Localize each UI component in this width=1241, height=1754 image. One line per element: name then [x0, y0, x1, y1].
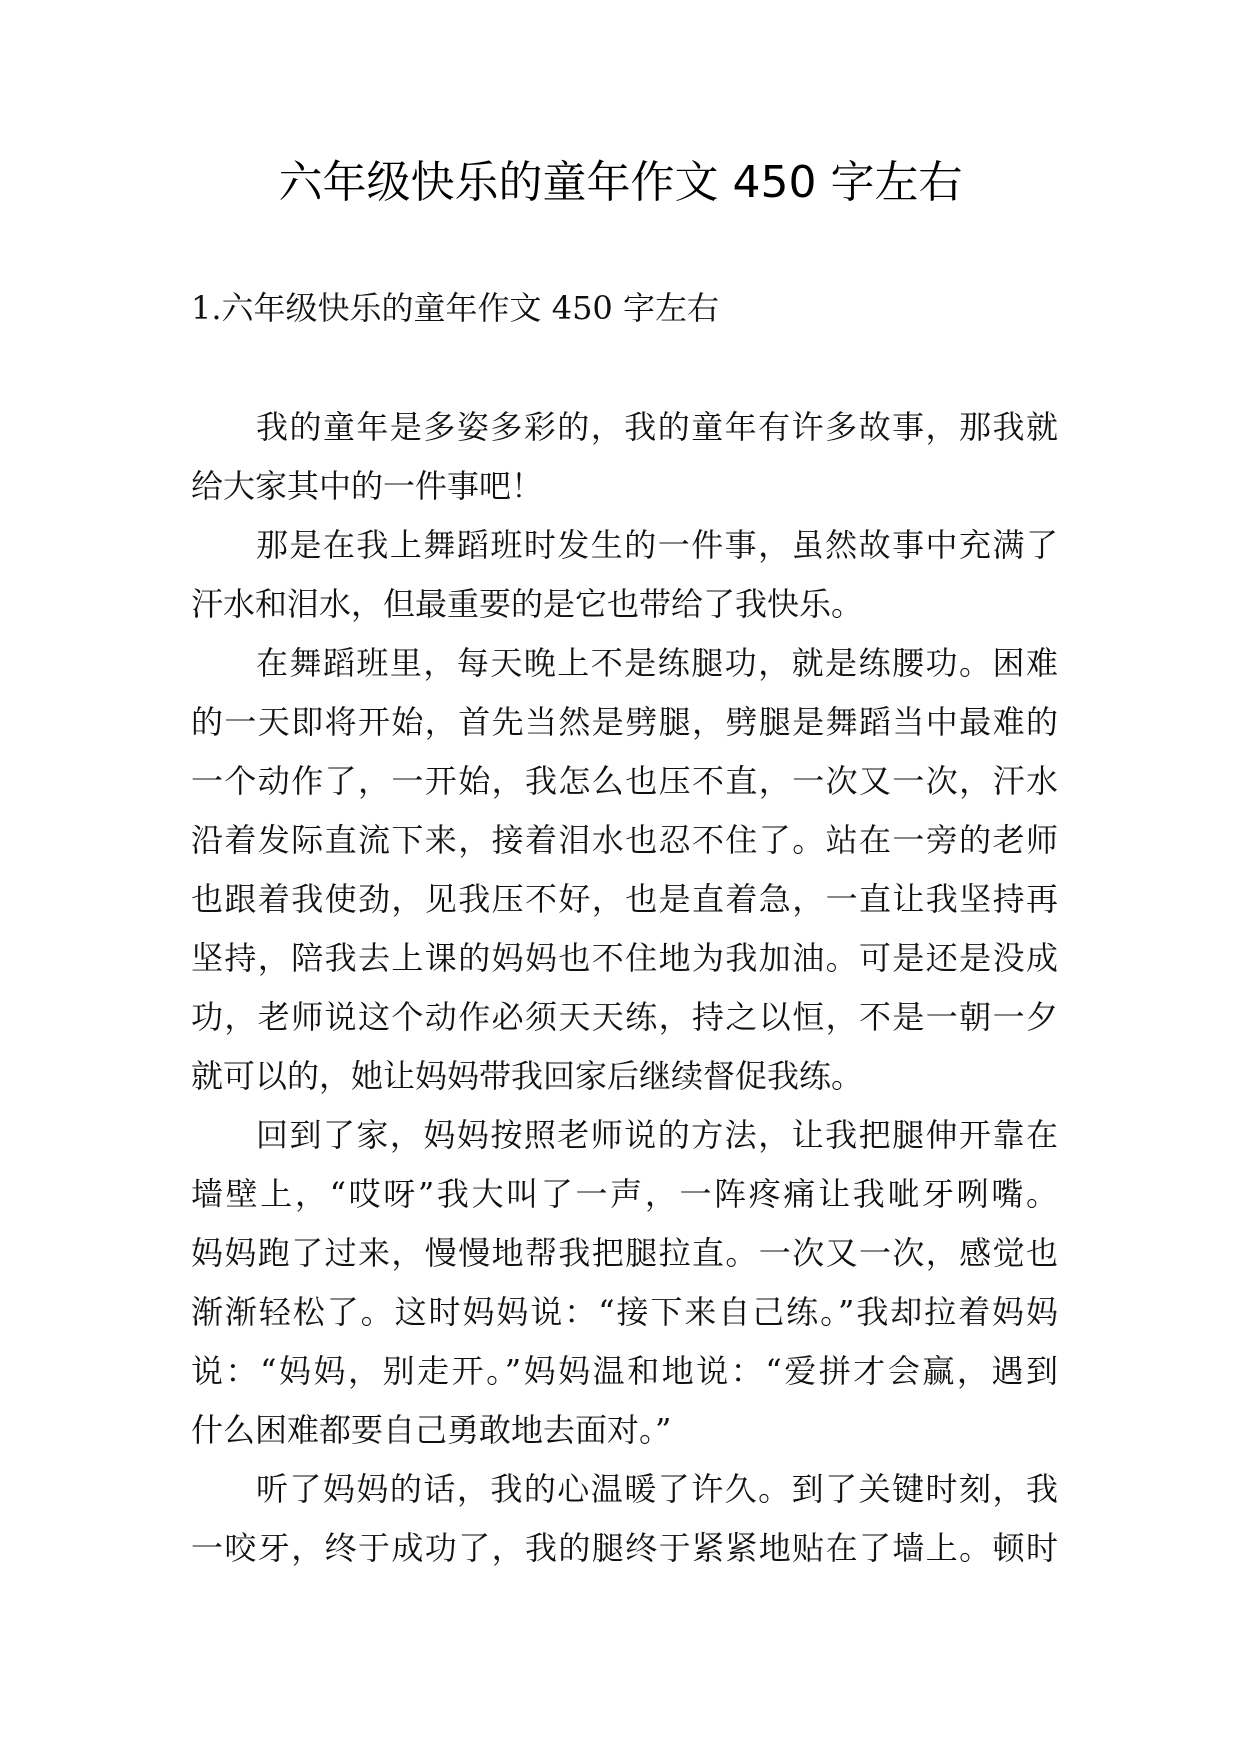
paragraph	[191, 634, 1058, 1106]
paragraph	[191, 398, 1058, 516]
paragraph-line: 妈妈跑了过来，慢慢地帮我把腿拉直。一次又一次，感觉也	[191, 1234, 1058, 1272]
paragraph-line: 汗水和泪水，但最重要的是它也带给了我快乐。	[191, 585, 864, 623]
paragraph-line: 的一天即将开始，首先当然是劈腿，劈腿是舞蹈当中最难的	[191, 703, 1058, 741]
section-heading: 1.六年级快乐的童年作文 450 字左右	[191, 289, 719, 327]
paragraph-line: 就可以的，她让妈妈带我回家后继续督促我练。	[191, 1057, 864, 1095]
paragraph-line: 什么困难都要自己勇敢地去面对。”	[191, 1411, 672, 1449]
paragraph	[191, 1460, 1058, 1578]
paragraph-line: 那是在我上舞蹈班时发生的一件事，虽然故事中充满了	[256, 526, 1058, 564]
paragraph-line: 给大家其中的一件事吧！	[191, 467, 544, 505]
paragraph-line: 回到了家，妈妈按照老师说的方法，让我把腿伸开靠在	[256, 1116, 1058, 1154]
paragraph	[191, 1106, 1058, 1460]
paragraph-line: 坚持，陪我去上课的妈妈也不住地为我加油。可是还是没成	[191, 939, 1058, 977]
paragraph-line: 在舞蹈班里，每天晚上不是练腿功，就是练腰功。困难	[256, 644, 1058, 682]
paragraph-line: 墙壁上，“哎呀”我大叫了一声，一阵疼痛让我呲牙咧嘴。	[191, 1175, 1058, 1213]
paragraph-line: 我的童年是多姿多彩的，我的童年有许多故事，那我就	[256, 408, 1058, 446]
paragraph-line: 一咬牙，终于成功了，我的腿终于紧紧地贴在了墙上。顿时	[191, 1529, 1058, 1567]
paragraph-line: 功，老师说这个动作必须天天练，持之以恒，不是一朝一夕	[191, 998, 1058, 1036]
paragraph	[191, 516, 1058, 634]
paragraph-line: 说：“妈妈，别走开。”妈妈温和地说：“爱拼才会赢，遇到	[191, 1352, 1058, 1390]
paragraph-line: 听了妈妈的话，我的心温暖了许久。到了关键时刻，我	[256, 1470, 1058, 1508]
document-body	[191, 398, 1058, 1578]
paragraph-line: 渐渐轻松了。这时妈妈说：“接下来自己练。”我却拉着妈妈	[191, 1293, 1058, 1331]
document-title: 六年级快乐的童年作文 450 字左右	[278, 157, 963, 208]
paragraph-line: 沿着发际直流下来，接着泪水也忍不住了。站在一旁的老师	[191, 821, 1058, 859]
paragraph-line: 也跟着我使劲，见我压不好，也是直着急，一直让我坚持再	[191, 880, 1058, 918]
paragraph-line: 一个动作了，一开始，我怎么也压不直，一次又一次，汗水	[191, 762, 1058, 800]
